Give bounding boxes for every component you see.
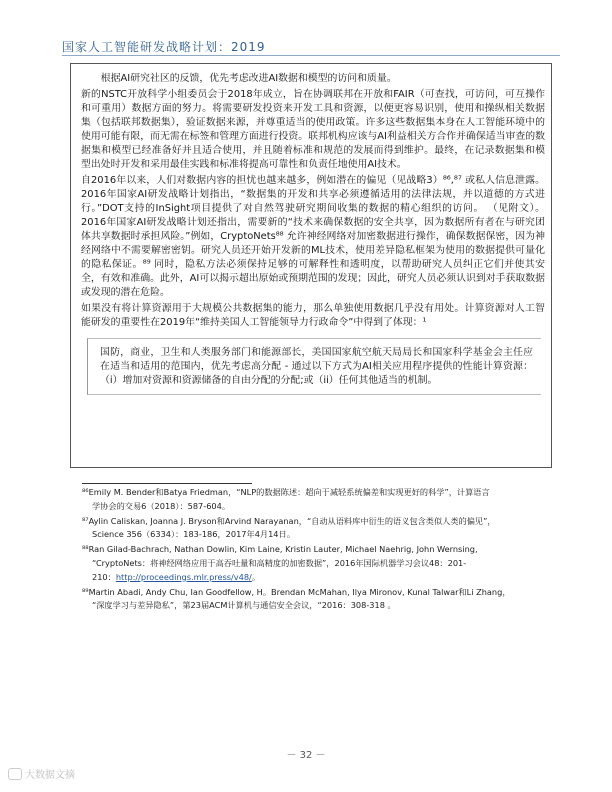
footnote-line: ⁸⁸Ran Gilad-Bachrach, Nathan Dowlin, Kim Laine, Kristin Lauter, Michael Naehrig, John Wernsing,	[82, 544, 478, 555]
footnote-line: Science 356（6334）：183-186，2017年4月14日。	[92, 529, 295, 540]
footnote-line: “CryptoNets：将神经网络应用于高吞吐量和高精度的加密数据”，2016年国际机器学习会议48：201-	[92, 557, 467, 568]
watermark	[8, 766, 75, 781]
running-header: 国家人工智能研发战略计划：2019	[62, 40, 266, 54]
footnote-line: ⁸⁶Emily M. Bender和Batya Friedman，“NLP的数据陈述：超向于减轻系统偏差和实现更好的科学”，计算语言	[82, 487, 490, 497]
content-box	[70, 63, 552, 468]
footnote-line: 210：	[92, 571, 116, 582]
footnote-link-suffix: 。	[251, 571, 261, 582]
footnote-86	[82, 486, 554, 514]
footnote-line: ⁸⁷Aylin Caliskan, Joanna J. Bryson和Arvind Narayanan，“自动从语料库中衍生的语义包含类似人类的偏见”，	[82, 515, 496, 526]
footnote-line: “深度学习与差异隐私”，第23届ACM计算机与通信安全会议，“2016：308-318 。	[92, 600, 396, 611]
footnote-89	[82, 586, 554, 614]
footnote-line-with-link	[82, 571, 554, 585]
footnotes	[82, 486, 554, 614]
footnote-88	[82, 543, 554, 584]
executive-order-quote: 国防，商业，卫生和人类服务部门和能源部长，美国国家航空航天局局长和国家科学基金会主任应在适当和适用的范围内，优先考虑高分配 - 通过以下方式为AI相关应用程序提供的性能计算资源：（i）增加对资源和资源储备的自由分配的分配;或（ii）任何其他适当的机制。	[87, 338, 541, 395]
page-number: － 32 －	[286, 750, 326, 761]
paragraph-2: 新的NSTC开放科学小组委员会于2018年成立，旨在协调联邦在开放和FAIR（可查找，可访问，可互操作和可重用）数据方面的努力。将需要研发投资来开发工具和资源，以便更容易识别，使用和操纵相关数据集（包括联邦数据集），验证数据来源，并尊重适当的使用政策。许多这些数据集本身在人工智能环境中的使用可能有限，而无需在标签和管理方面进行投资。联邦机构应该与AI利益相关方合作并确保适当审查的数据集和模型已经准备好并且适合使用，并且随着标准和规范的发展而得到维护。最终，在记录数据集和模型出处时开发和采用最佳实践和标准将提高可靠性和负责任地使用AI技术。	[81, 89, 545, 170]
chat-bubble-icon	[8, 768, 22, 780]
footnote-rule	[82, 483, 252, 484]
header-rule	[62, 55, 560, 56]
footnote-line: 学协会的交易6（2018）：587-604。	[92, 500, 231, 511]
footnote-87	[82, 515, 554, 543]
paragraph-4: 如果没有将计算资源用于大规模公共数据集的能力，那么单独使用数据几乎没有用处。计算资源对人工智能研发的重要性在2019年“维持美国人工智能领导力行政命令”中得到了体现：¹	[81, 303, 545, 328]
watermark-text: 大数据文摘	[25, 770, 75, 781]
footnote-line: ⁸⁹Martin Abadi, Andy Chu, Ian Goodfellow, H。Brendan McMahan, Ilya Mironov, Kunal Talwar和Li Zhang，	[82, 586, 511, 597]
paragraph-1: 根据AI研究社区的反馈，优先考虑改进AI数据和模型的访问和质量。	[100, 73, 397, 84]
paragraph-3: 自2016年以来，人们对数据内容的担忧也越来越多，例如潜在的偏见（见战略3）⁸⁶,⁸⁷ 或私人信息泄露。2016年国家AI研发战略计划指出，“数据集的开发和共享必须遵循适用的法律法规，并以道德的方式进行。”DOT支持的InSight项目提供了对自然驾驶研究期间收集的数据的精心组织的访问。 （见附文）。2016年国家AI研发战略计划还指出，需要新的“技术来确保数据的安全共享，因为数据所有者在与研究团体共享数据时承担风险。”例如，CryptoNets⁸⁸ 允许神经网络对加密数据进行操作，确保数据保密，因为神经网络中不需要解密密钥。研究人员还开始开发新的ML技术，使用差异隐私框架为使用的数据提供可量化的隐私保证。⁸⁹ 同时，隐私方法必须保持足够的可解释性和透明度，以帮助研究人员纠正它们并使其安全，有效和准确。此外，AI可以揭示超出原始或预期范围的发现；因此，研究人员必须认识到对手获取数据或发现的潜在危险。	[81, 175, 545, 298]
proceedings-link[interactable]: http://proceedings.mlr.press/v48/	[115, 571, 252, 582]
